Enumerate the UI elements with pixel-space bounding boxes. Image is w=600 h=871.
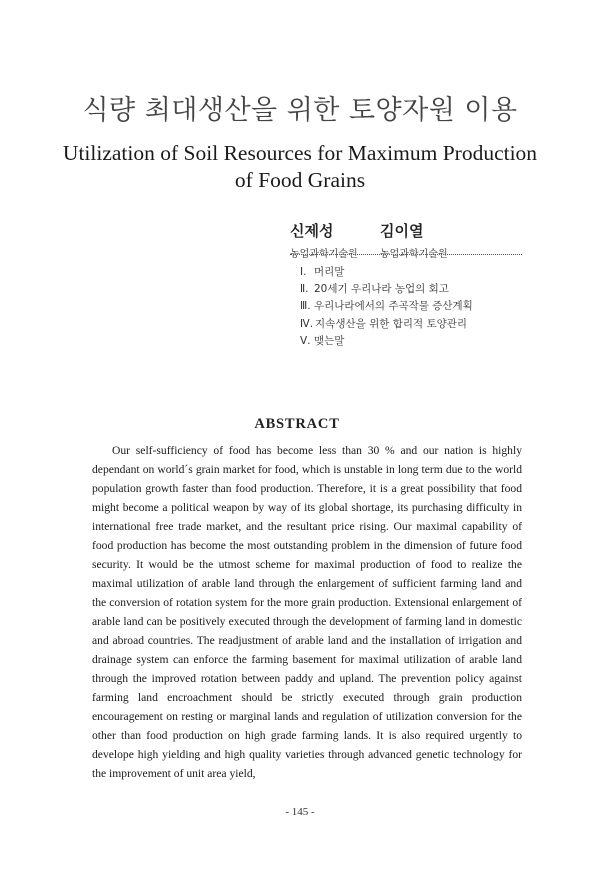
toc-item <box>300 333 530 350</box>
toc-title: 우리나라에서의 주곡작물 증산계획 <box>314 300 473 313</box>
english-title: Utilization of Soil Resources for Maximum Production of Food Grains <box>62 141 538 192</box>
toc-title: 20세기 우리나라 농업의 회고 <box>314 283 449 296</box>
toc-number: Ⅰ. <box>300 266 307 278</box>
author-name: 신제성 <box>290 222 334 240</box>
toc-title: 지속생산을 위한 합리적 토양관리 <box>315 317 468 330</box>
toc-title: 맺는말 <box>314 334 345 347</box>
abstract-body: Our self-sufficiency of food has become less than 30 % and our nation is highly dependant on world´s grain market for food, which is unstable in long term due to the world population growth faster than food production. Therefore, it is a great possibility that food might become a political weapon by way of its global shortage, its purchasing difficulty in international free trade market, and the resultant price rising. Our maximal capability of food production has become the most outstanding problem in the dimension of future food security. It would be the utmost scheme for maximal production of food to realize the maximal utilization of arable land through the enlargement of sufficient farming land and the conversion of rotation system for the more grain production. Extensional enlargement of arable land can be positively executed through the development of farming land in domestic and abroad countries. The readjustment of arable land and the installation of irrigation and drainage system can enforce the farming basement for maximal utilization of arable land through the improved rotation between paddy and upland. The prevention policy against farming land encroachment should be strictly executed through grain production encouragement on resting or marginal lands and regulation of utilization conversion for the other than food production on high grade farming lands. It is also required urgently to develope high yielding and high quality varieties through advanced genetic technology for the improvement of unit area yield, <box>92 444 522 780</box>
toc-item <box>300 264 530 281</box>
toc-item <box>300 298 530 315</box>
toc-item <box>300 316 530 333</box>
author-name: 김이열 <box>380 222 424 240</box>
toc-item <box>300 281 530 298</box>
abstract-heading: ABSTRACT <box>254 416 340 432</box>
toc-number: Ⅱ. <box>300 283 309 296</box>
korean-title: 식량 최대생산을 위한 토양자원 이용 <box>82 95 518 126</box>
page-number: - 145 - <box>285 806 315 818</box>
toc-number: Ⅲ. <box>300 300 311 313</box>
toc-number: Ⅴ. <box>300 334 311 347</box>
dotted-divider <box>290 254 522 255</box>
author-affiliation: 농업과학기술원 <box>290 249 358 260</box>
toc-title: 머리말 <box>314 266 345 278</box>
author-affiliation: 농업과학기술원 <box>380 249 448 260</box>
table-of-contents <box>300 264 530 350</box>
toc-number: Ⅳ. <box>300 317 314 330</box>
